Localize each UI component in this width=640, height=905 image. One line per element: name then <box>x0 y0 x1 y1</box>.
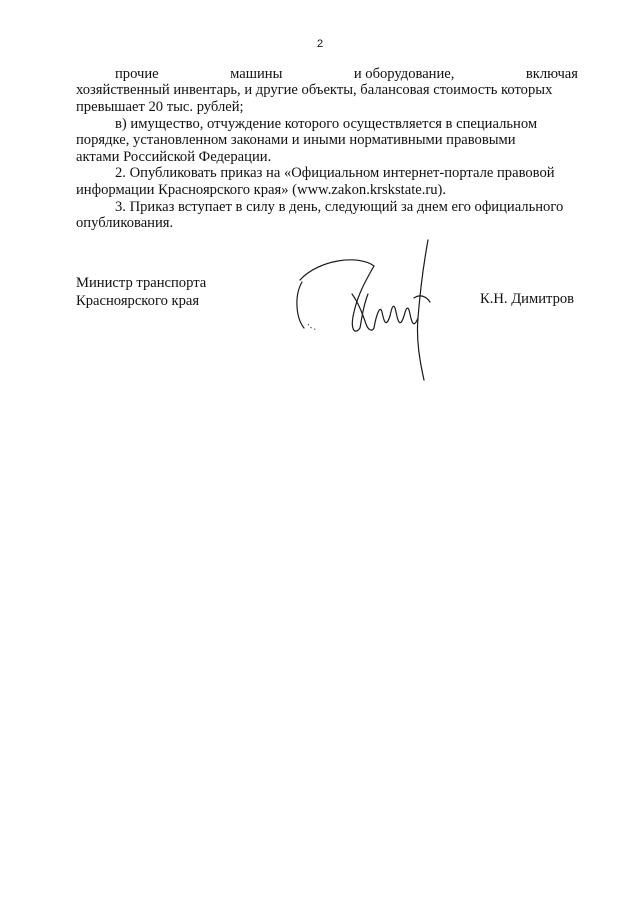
para-3-line-2: опубликования. <box>76 215 174 232</box>
position-line-2: Красноярского края <box>76 293 200 309</box>
para-3-line-1: 3. Приказ вступает в силу в день, следующий за днем его официального <box>115 198 564 215</box>
handwritten-signature <box>288 232 448 382</box>
para-2-line-2: информации Красноярского края» (www.zakon.krskstate.ru). <box>76 181 447 198</box>
position-line-1: Министр транспорта <box>76 275 207 291</box>
line-3: превышает 20 тыс. рублей; <box>76 98 244 115</box>
line-1 <box>76 66 578 82</box>
para-v-line-1: в) имущество, отчуждение которого осуществляется в специальном <box>115 115 538 132</box>
signature-stroke-flag <box>414 296 430 302</box>
signature-stroke-left-arc <box>297 282 304 328</box>
signatory-position <box>76 274 206 310</box>
page-number: 2 <box>316 38 324 50</box>
word-4: включая <box>525 66 578 82</box>
signatory-name: К.Н. Димитров <box>480 291 575 307</box>
word-1: прочие <box>115 66 159 82</box>
document-body <box>76 66 578 232</box>
para-2-line-1: 2. Опубликовать приказ на «Официальном интернет-портале правовой <box>115 165 555 182</box>
para-v-line-2: порядке, установленном законами и иными нормативными правовыми <box>76 132 516 149</box>
signature-stroke-loop <box>300 260 374 280</box>
para-v-line-3: актами Российской Федерации. <box>76 148 272 165</box>
line-2: хозяйственный инвентарь, и другие объекты, балансовая стоимость которых <box>76 82 553 99</box>
signature-stroke-waves <box>374 306 418 328</box>
signature-stroke-tall <box>417 240 428 380</box>
word-3: и оборудование, <box>353 66 455 82</box>
line-1-justified <box>115 66 578 82</box>
word-2: машины <box>230 66 283 82</box>
